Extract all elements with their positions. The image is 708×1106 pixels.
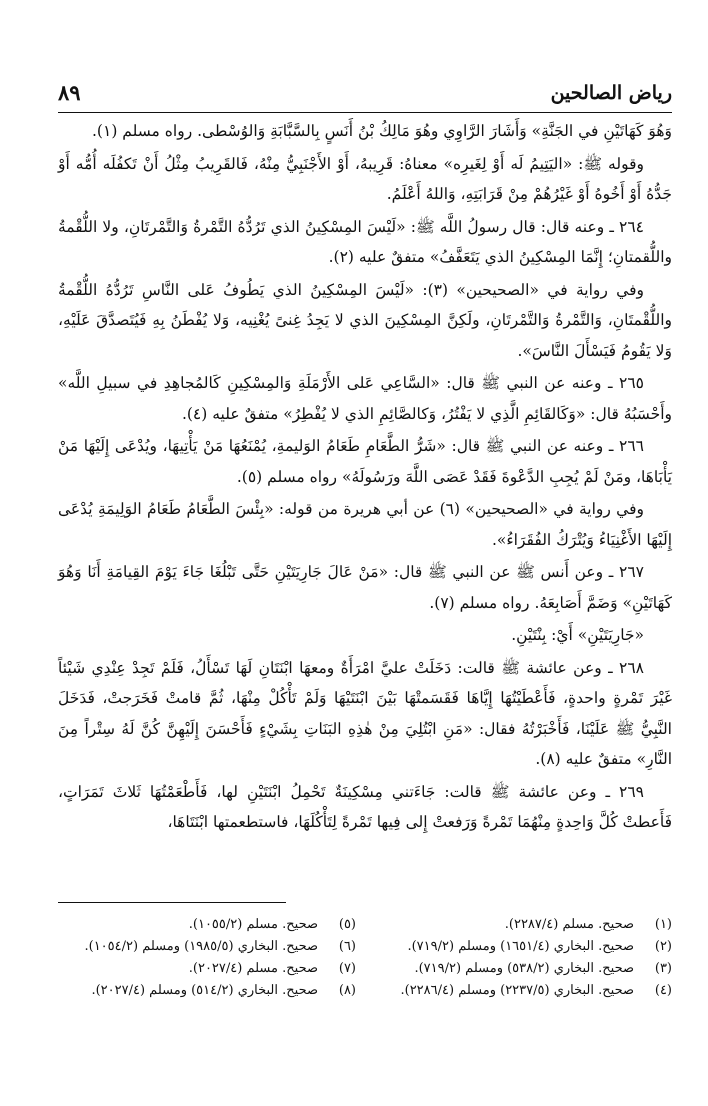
footnote-text: صحيح. مسلم (٢٠٢٧/٤). <box>188 961 318 976</box>
footnote <box>374 936 672 958</box>
footnote-text: صحيح. البخاري (١٩٨٥/٥) ومسلم (١٠٥٤/٢). <box>84 939 318 954</box>
footnote-number: (٢) <box>654 939 672 954</box>
footnote <box>58 936 356 958</box>
footnote-number: (٤) <box>654 983 672 998</box>
footnote-text: صحيح. مسلم (٢٢٨٧/٤). <box>504 917 634 932</box>
paragraph: «جَارِيَتَيْنِ» أَيْ: بِنْتَيْنِ. <box>511 626 644 644</box>
footnote-number: (١) <box>654 917 672 932</box>
footnote-text: صحيح. البخاري (٢٢٣٧/٥) ومسلم (٢٢٨٦/٤). <box>400 983 634 998</box>
footnote-number: (٧) <box>338 961 356 976</box>
footnote-text: صحيح. مسلم (١٠٥٥/٢). <box>188 917 318 932</box>
footnote-divider <box>58 902 286 903</box>
footnote <box>374 980 672 1002</box>
paragraph: ٢٦٥ ـ وعنه عن النبي ﷺ قال: «السَّاعِي عَلى الأَرْمَلَةِ وَالمِسْكِينِ كَالمُجاهِدِ في سبيلِ اللَّه» وأَحْسَبُهُ قال: «وَكَالقَائِمِ الَّذِي لا يَفْتُرُ، وَكالصَّائِمِ الذي لا يُفْطِرُ» متفقٌ عليه (٤). <box>58 374 672 423</box>
footnote <box>58 958 356 980</box>
footnote-text: صحيح. البخاري (٥١٤/٢) ومسلم (٢٠٢٧/٤). <box>91 983 318 998</box>
book-title: رياض الصالحين <box>550 82 672 104</box>
page-number: ٨٩ <box>58 80 81 105</box>
paragraph: ٢٦٨ ـ وعن عائشة ﷺ قالت: دَخَلَتْ عليَّ امْرَأَةٌ ومعهَا ابْنَتَانِ لَهَا تَسْأَلُ، فَلَمْ تَجِدْ عِنْدِي شَيْئاً غَيْرَ تَمْرةٍ واحدةٍ، فَأَعْطَيْتُهَا إِيَّاهَا فَقَسَمتْهَا بَيْنَ ابْنَتَيْهَا وَلَمْ تَأْكُلْ مِنْهَا، ثُمَّ قامتْ فَخَرَجتْ، فَدَخَلَ النَّبِيُّ ﷺ عَلَيْنَا، فَأَخْبَرْتُهُ فقال: «مَنِ ابْتُلِيَ مِنْ هٰذِهِ البَنَاتِ بِشَيْءٍ فَأَحْسَنَ إِلَيْهِنَّ كُنَّ لَهُ سِتْراً مِنَ النَّارِ» متفقٌ عليه (٨). <box>58 658 672 768</box>
paragraph: وفي رواية في «الصحيحين» (٦) عن أبي هريرة من قوله: «بِئْسَ الطَّعَامُ طَعَامُ الوَلِيمَةِ يُدْعَى إِلَيْهَا الأَغْنِيَاءُ وَيُتْرَكُ الفُقَرَاءُ». <box>58 500 672 549</box>
paragraph: ٢٦٧ ـ وعن أَنس ﷺ عن النبي ﷺ قال: «مَنْ عَالَ جَارِيَتَيْنِ حَتَّى تَبْلُغَا جَاءَ يَوْمَ القِيامَةِ أَنَا وَهُوَ كَهَاتَيْنِ» وَضَمَّ أَصَابِعَهُ. رواه مسلم (٧). <box>58 563 672 612</box>
footnote <box>374 914 672 936</box>
footnote <box>374 958 672 980</box>
footnote-text: صحيح. البخاري (٥٣٨/٢) ومسلم (٧١٩/٢). <box>414 961 634 976</box>
footnote-number: (٨) <box>338 983 356 998</box>
footnote-text: صحيح. البخاري (١٦٥١/٤) ومسلم (٧١٩/٢). <box>407 939 634 954</box>
footnote <box>58 914 356 936</box>
footnote <box>58 980 356 1002</box>
main-text <box>58 116 672 840</box>
paragraph: وقوله ﷺ: «اليَتِيمُ لَه أَوْ لِغَيرِه» معناهُ: قَرِيبهُ، أَوْ الأَجْنَبِيُّ مِنْهُ، فَالقَرِيبُ مِثْلُ أَنْ تَكفُلَه أُمُّه أَوْ جَدُّهُ أَوْ أَخُوهُ أَوْ غَيْرُهُمْ مِنْ قَرَابَتِهِ، وَاللهُ أَعْلَمُ. <box>58 154 672 203</box>
footnote-number: (٥) <box>338 917 356 932</box>
paragraph: وَهُوَ كَهَاتَيْنِ في الجَنَّةِ» وَأَشَارَ الرَّاوِي وهُوَ مَالِكُ بْنُ أَنَسٍ بِالسَّبَّابَةِ وَالوُسْطى. رواه مسلم (١). <box>92 122 672 140</box>
footnote-number: (٦) <box>338 939 356 954</box>
running-header <box>58 78 672 113</box>
footnotes-left-column <box>58 914 356 1002</box>
footnotes-right-column <box>374 914 672 1002</box>
paragraph: ٢٦٤ ـ وعنه قال: قال رسولُ اللَّه ﷺ: «لَيْسَ المِسْكِينُ الذي تَرُدُّهُ التَّمْرةُ وَالتَّمْرتَانِ، ولا اللُّقْمةُ واللُّقمتانِ؛ إِنَّمَا المِسْكِينُ الذي يَتَعَفَّفُ» متفقٌ عليه (٢). <box>58 217 672 266</box>
paragraph: وفي رواية في «الصحيحين» (٣): «لَيْسَ المِسْكِينُ الذي يَطُوفُ عَلى النَّاسِ تَرُدُّهُ اللُّقْمةُ واللُّقْمتَانِ، وَالتَّمْرةُ وَالتَّمْرتَانِ، ولَكِنَّ المِسْكِينَ الذي لا يَجِدُ غِنىً يُغْنِيه، وَلا يُفْطَنُ بِهِ فَيُتَصدَّقَ عَلَيْهِ، وَلا يَقُومُ فَيَسْأَلَ النَّاسَ». <box>58 280 672 360</box>
paragraph: ٢٦٩ ـ وعن عائشة ﷺ قالت: جَاءَتني مِسْكِينَةٌ تَحْمِلُ ابْنَتَيْنِ لها، فَأَطْعَمْتُهَا ثَلاثَ تَمَرَاتٍ، فَأَعطتْ كُلَّ وَاحِدةٍ مِنْهُمَا تَمْرةً وَرَفعتْ إِلى فِيها تَمْرةً لِتَأْكُلَهَا، فاستطعمتها ابْنَتَاهَا، <box>58 782 672 831</box>
paragraph: ٢٦٦ ـ وعنه عن النبي ﷺ قال: «شَرُّ الطَّعَامِ طَعَامُ الوَليمةِ، يُمْنَعُهَا مَنْ يَأْتِيهَا، ويُدْعَى إِلَيْهَا مَنْ يَأْبَاهَا، ومَنْ لَمْ يُجِبِ الدَّعْوةَ فَقَدْ عَصَى اللَّهَ ورَسُولَهُ» رواه مسلم (٥). <box>58 437 672 486</box>
footnote-number: (٣) <box>654 961 672 976</box>
